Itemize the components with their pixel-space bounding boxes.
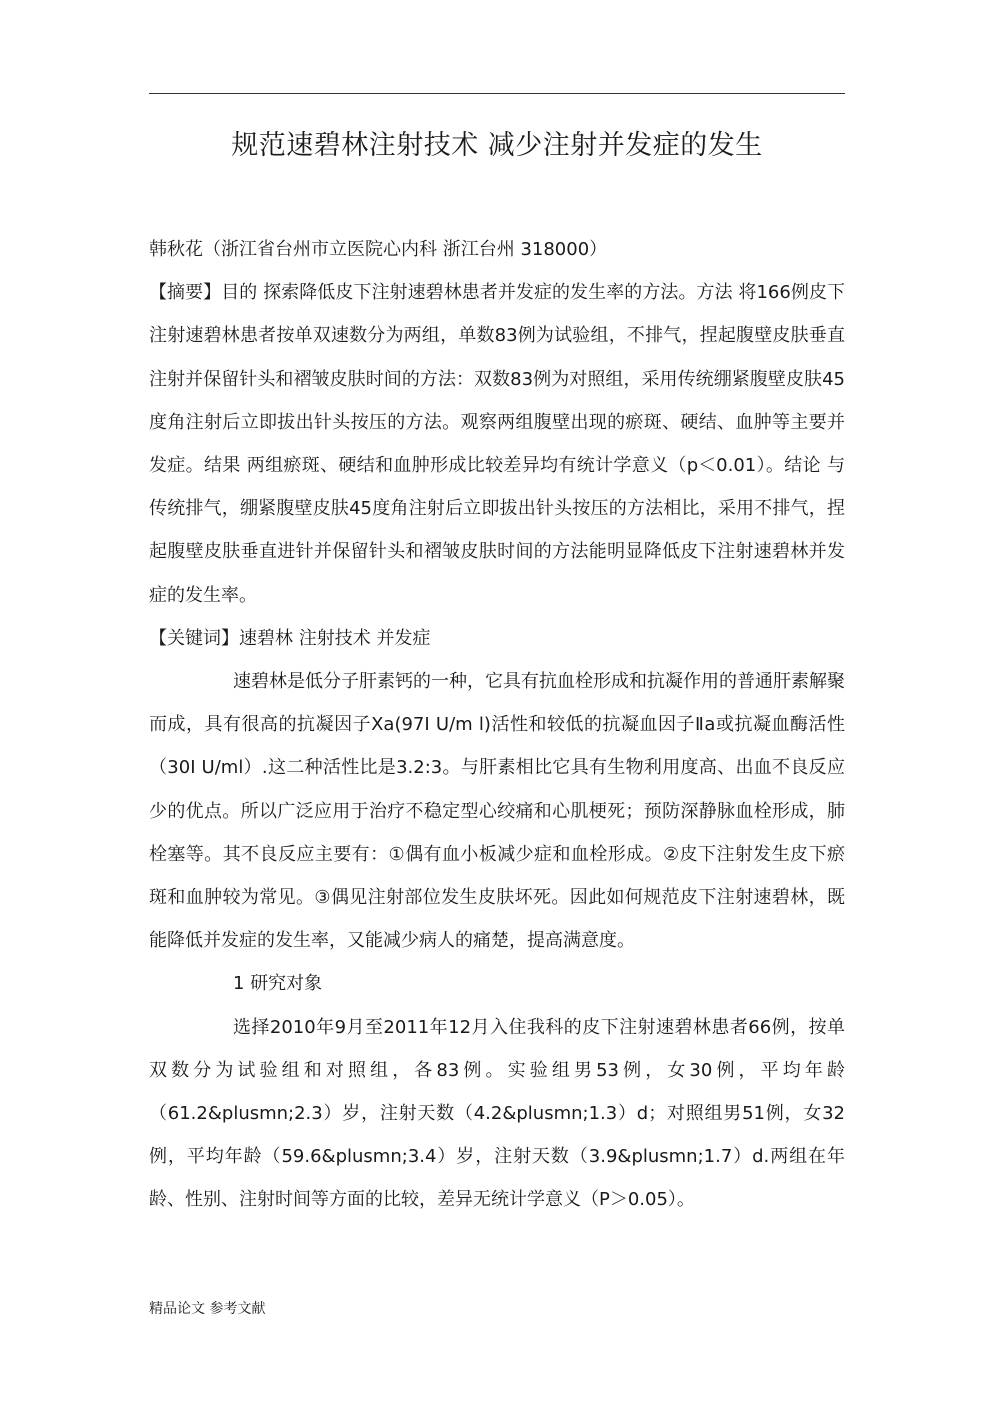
keywords-line: 【关键词】速碧林 注射技术 并发症 — [149, 627, 431, 649]
subjects-paragraph: 选择2010年9月至2011年12月入住我科的皮下注射速碧林患者66例，按单双数分为试验组和对照组，各83例。实验组男53例，女30例，平均年龄（61.2&plusmn;2.3）岁，注射天数（4.2&plusmn;1.3）d；对照组男51例，女32例，平均年龄（59.6&plusmn;3.4）岁，注射天数（3.9&plusmn;1.7）d.两组在年龄、性别、注射时间等方面的比较，差异无统计学意义（P＞0.05）。 — [149, 1016, 845, 1211]
footer-label: 精品论文 参考文献 — [149, 1301, 266, 1317]
intro-paragraph: 速碧林是低分子肝素钙的一种，它具有抗血栓形成和抗凝作用的普通肝素解聚而成，具有很高的抗凝因子Xa(97I U/m l)活性和较低的抗凝血因子Ⅱa或抗凝血酶活性（30I U/ml）.这二种活性比是3.2:3。与肝素相比它具有生物利用度高、出血不良反应少的优点。所以广泛应用于治疗不稳定型心绞痛和心肌梗死；预防深静脉血栓形成，肺栓塞等。其不良反应主要有：①偶有血小板减少症和血栓形成。②皮下注射发生皮下瘀斑和血肿较为常见。③偶见注射部位发生皮肤坏死。因此如何规范皮下注射速碧林，既能降低并发症的发生率，又能减少病人的痛楚，提高满意度。 — [149, 671, 845, 952]
paper-body — [149, 228, 845, 1222]
header-rule — [149, 93, 845, 94]
abstract-paragraph: 【摘要】目的 探索降低皮下注射速碧林患者并发症的发生率的方法。方法 将166例皮下注射速碧林患者按单双速数分为两组，单数83例为试验组，不排气，捏起腹壁皮肤垂直注射并保留针头和褶皱皮肤时间的方法：双数83例为对照组，采用传统绷紧腹壁皮肤45度角注射后立即拔出针头按压的方法。观察两组腹壁出现的瘀斑、硬结、血肿等主要并发症。结果 两组瘀斑、硬结和血肿形成比较差异均有统计学意义（p＜0.01）。结论 与传统排气，绷紧腹壁皮肤45度角注射后立即拔出针头按压的方法相比，采用不排气，捏起腹壁皮肤垂直进针并保留针头和褶皱皮肤时间的方法能明显降低皮下注射速碧林并发症的发生率。 — [149, 282, 845, 606]
author-line: 韩秋花（浙江省台州市立医院心内科 浙江台州 318000） — [149, 239, 608, 260]
paper-title: 规范速碧林注射技术 减少注射并发症的发生 — [231, 130, 763, 161]
section-heading: 1 研究对象 — [233, 973, 323, 995]
